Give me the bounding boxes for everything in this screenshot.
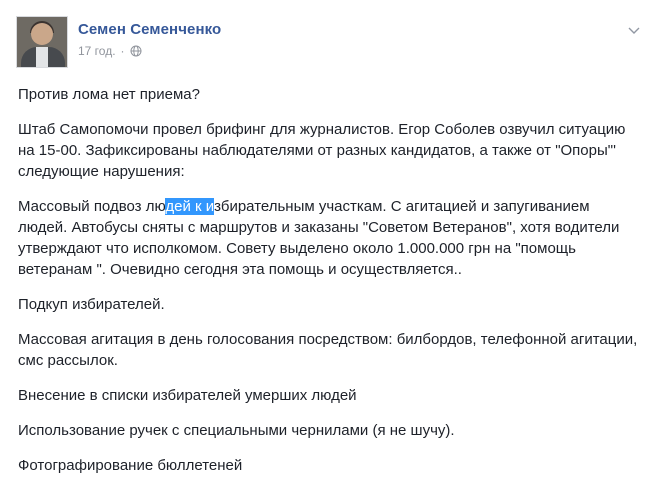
avatar[interactable] — [16, 16, 68, 68]
post-paragraph-with-selection — [18, 196, 642, 280]
meta-separator: · — [120, 44, 125, 58]
post-paragraph: Подкуп избирателей. — [18, 296, 165, 313]
author-name[interactable]: Семен Семенченко — [78, 21, 222, 38]
post-paragraph: Внесение в списки избирателей умерших людей — [18, 387, 357, 404]
avatar-shirt — [36, 47, 48, 68]
paragraph-text-after-selection: збирательным участкам. С агитацией и запугиванием людей. Автобусы сняты с маршрутов и заказаны "Советом Ветеранов", хотя водители утверждают что исполкомом. Совету выделено около 1.000.000 грн на "помощь ветеранам ". Очевидно сегодня эта помощь и осуществляется.. — [18, 198, 620, 278]
post-paragraph: Массовая агитация в день голосования посредством: билбордов, телефонной агитации, смс рассылок. — [18, 331, 638, 369]
globe-icon[interactable] — [130, 45, 142, 57]
post-paragraph: Использование ручек с специальными чернилами (я не шучу). — [18, 422, 455, 439]
avatar-face — [31, 23, 53, 45]
chevron-down-icon[interactable] — [626, 22, 642, 38]
selected-text[interactable]: дей к и — [165, 198, 215, 215]
post-body — [0, 68, 660, 476]
post-meta — [78, 44, 221, 58]
post-paragraph: Против лома нет приема? — [18, 86, 200, 103]
post-timestamp[interactable]: 17 год. — [78, 44, 116, 58]
post-header — [0, 0, 660, 68]
post-header-text — [78, 16, 221, 58]
post-paragraph: Фотографирование бюллетеней — [18, 457, 243, 474]
post-paragraph: Штаб Самопомочи провел брифинг для журналистов. Егор Соболев озвучил ситуацию на 15-00. Зафиксированы наблюдателями от разных кандидатов, а также от "Опоры"' следующие нарушения: — [18, 121, 626, 180]
paragraph-text-before-selection: Массовый подвоз лю — [18, 198, 166, 215]
